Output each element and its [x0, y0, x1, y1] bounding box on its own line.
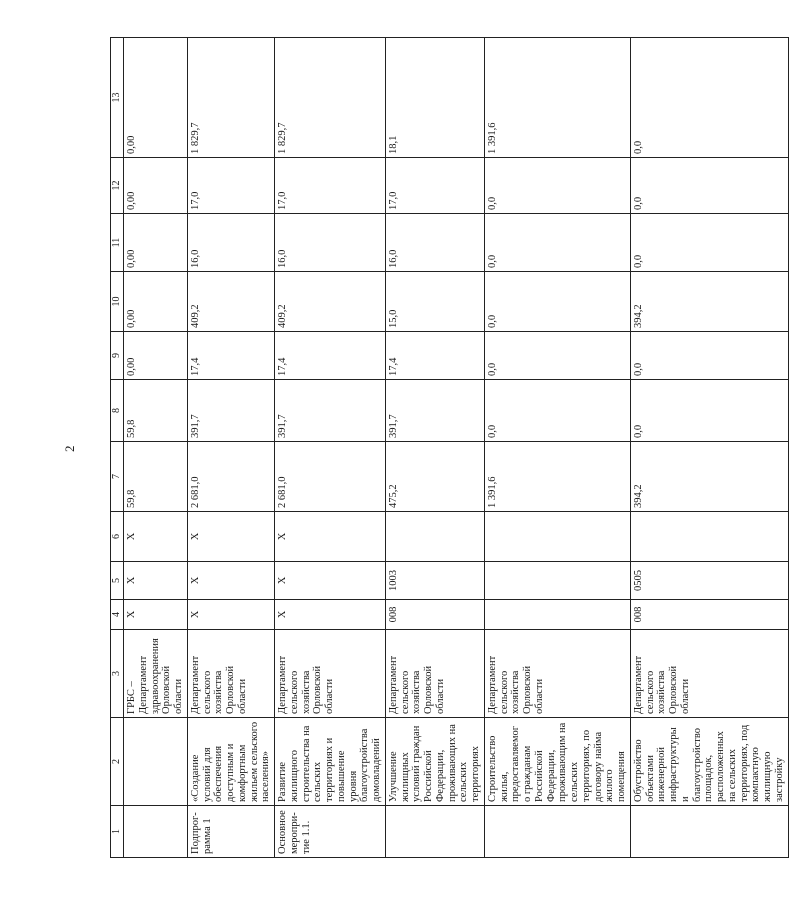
table-cell-col-8: 391,7 — [187, 380, 274, 442]
column-header: 7 — [111, 442, 124, 512]
table-cell-col-4: 008 — [385, 600, 484, 630]
table-cell-col-8: 0,0 — [484, 380, 630, 442]
table-cell-col-12: 0,0 — [484, 158, 630, 214]
table-cell-col-12: 17,0 — [187, 158, 274, 214]
table-cell-col-5 — [484, 562, 630, 600]
column-header: 12 — [111, 158, 124, 214]
table-cell-col-3: Департамент сельского хозяйства Орловской области — [275, 630, 386, 718]
table-cell-col-1: Подпрог-рамма 1 — [187, 806, 274, 858]
table-cell-col-6 — [630, 512, 788, 562]
table-row — [187, 38, 274, 858]
table-cell-col-1: Основное меропри-тие 1.1. — [275, 806, 386, 858]
table-cell-col-11: 0,00 — [124, 214, 188, 272]
table-cell-col-13: 1 391,6 — [484, 38, 630, 158]
table-cell-col-4: Х — [187, 600, 274, 630]
table-cell-col-7: 2 681,0 — [187, 442, 274, 512]
table-cell-col-6: Х — [124, 512, 188, 562]
page-number: 2 — [62, 445, 77, 452]
table-cell-col-4: Х — [124, 600, 188, 630]
table-row — [385, 38, 484, 858]
table-cell-col-13: 0,00 — [124, 38, 188, 158]
table-cell-col-11: 0,0 — [630, 214, 788, 272]
table-cell-col-13: 1 829,7 — [275, 38, 386, 158]
table-cell-col-6 — [484, 512, 630, 562]
table-cell-col-1 — [630, 806, 788, 858]
table-cell-col-3: Департамент сельского хозяйства Орловской области — [484, 630, 630, 718]
table-cell-col-8: 0,0 — [630, 380, 788, 442]
table-cell-col-2: Развитие жилищного строительства на сельских территориях и повышение уровня благоустройства домовладений — [275, 718, 386, 806]
table-cell-col-11: 16,0 — [275, 214, 386, 272]
header-row — [111, 38, 124, 858]
table-cell-col-5: 0505 — [630, 562, 788, 600]
table-cell-col-9: 0,0 — [630, 332, 788, 380]
table-cell-col-12: 0,0 — [630, 158, 788, 214]
column-header: 8 — [111, 380, 124, 442]
column-header: 4 — [111, 600, 124, 630]
table-cell-col-6: Х — [187, 512, 274, 562]
table-cell-col-11: 0,0 — [484, 214, 630, 272]
rotated-table-container — [110, 38, 785, 858]
table-cell-col-2: «Создание условий для обеспечения доступным и комфортным жильем сельского населения» — [187, 718, 274, 806]
table-cell-col-9: 17,4 — [187, 332, 274, 380]
table-cell-col-7: 1 391,6 — [484, 442, 630, 512]
table-cell-col-8: 391,7 — [275, 380, 386, 442]
table-cell-col-9: 17,4 — [275, 332, 386, 380]
table-cell-col-5: Х — [275, 562, 386, 600]
table-cell-col-1 — [484, 806, 630, 858]
table-row — [630, 38, 788, 858]
table-cell-col-8: 391,7 — [385, 380, 484, 442]
table-cell-col-10: 0,00 — [124, 272, 188, 332]
table-cell-col-10: 15,0 — [385, 272, 484, 332]
budget-table — [110, 37, 789, 858]
table-cell-col-7: 475,2 — [385, 442, 484, 512]
table-cell-col-10: 409,2 — [275, 272, 386, 332]
table-cell-col-10: 409,2 — [187, 272, 274, 332]
table-cell-col-13: 0,0 — [630, 38, 788, 158]
column-header: 10 — [111, 272, 124, 332]
table-row — [484, 38, 630, 858]
table-cell-col-11: 16,0 — [187, 214, 274, 272]
table-cell-col-3: Департамент сельского хозяйства Орловской области — [187, 630, 274, 718]
table-cell-col-12: 17,0 — [385, 158, 484, 214]
table-cell-col-9: 0,00 — [124, 332, 188, 380]
column-header: 5 — [111, 562, 124, 600]
table-cell-col-2: Строительство жилья, предоставляемого гражданам Российской Федерации, проживающим на сельских территориях, по договору найма жилого помещения — [484, 718, 630, 806]
table-cell-col-3: ГРБС – Департамент здравоохранения Орловской области — [124, 630, 188, 718]
table-cell-col-13: 1 829,7 — [187, 38, 274, 158]
table-cell-col-6 — [385, 512, 484, 562]
table-cell-col-10: 0,0 — [484, 272, 630, 332]
table-cell-col-11: 16,0 — [385, 214, 484, 272]
column-header: 13 — [111, 38, 124, 158]
table-cell-col-1 — [124, 806, 188, 858]
table-cell-col-2: Обустройство объектами инженерной инфраструктуры и благоустройство площадок, расположенных на сельских территориях, под компактную жилищную застройку — [630, 718, 788, 806]
table-row — [124, 38, 188, 858]
column-header: 2 — [111, 718, 124, 806]
table-cell-col-2 — [124, 718, 188, 806]
table-cell-col-1 — [385, 806, 484, 858]
table-cell-col-2: Улучшение жилищных условий граждан Российской Федерации, проживающих на сельских территориях — [385, 718, 484, 806]
table-cell-col-6: Х — [275, 512, 386, 562]
table-cell-col-12: 0,00 — [124, 158, 188, 214]
table-cell-col-4 — [484, 600, 630, 630]
table-cell-col-13: 18,1 — [385, 38, 484, 158]
table-cell-col-5: Х — [124, 562, 188, 600]
table-row — [275, 38, 386, 858]
column-header: 11 — [111, 214, 124, 272]
column-header: 3 — [111, 630, 124, 718]
table-cell-col-10: 394,2 — [630, 272, 788, 332]
table-cell-col-12: 17,0 — [275, 158, 386, 214]
column-header: 1 — [111, 806, 124, 858]
table-cell-col-5: 1003 — [385, 562, 484, 600]
table-cell-col-3: Департамент сельского хозяйства Орловской области — [630, 630, 788, 718]
column-header: 9 — [111, 332, 124, 380]
table-cell-col-7: 59,8 — [124, 442, 188, 512]
column-header: 6 — [111, 512, 124, 562]
table-cell-col-8: 59,8 — [124, 380, 188, 442]
table-cell-col-4: 008 — [630, 600, 788, 630]
table-cell-col-4: Х — [275, 600, 386, 630]
table-cell-col-7: 394,2 — [630, 442, 788, 512]
table-cell-col-3: Департамент сельского хозяйства Орловской области — [385, 630, 484, 718]
table-cell-col-7: 2 681,0 — [275, 442, 386, 512]
table-cell-col-9: 17,4 — [385, 332, 484, 380]
table-cell-col-9: 0,0 — [484, 332, 630, 380]
table-cell-col-5: Х — [187, 562, 274, 600]
